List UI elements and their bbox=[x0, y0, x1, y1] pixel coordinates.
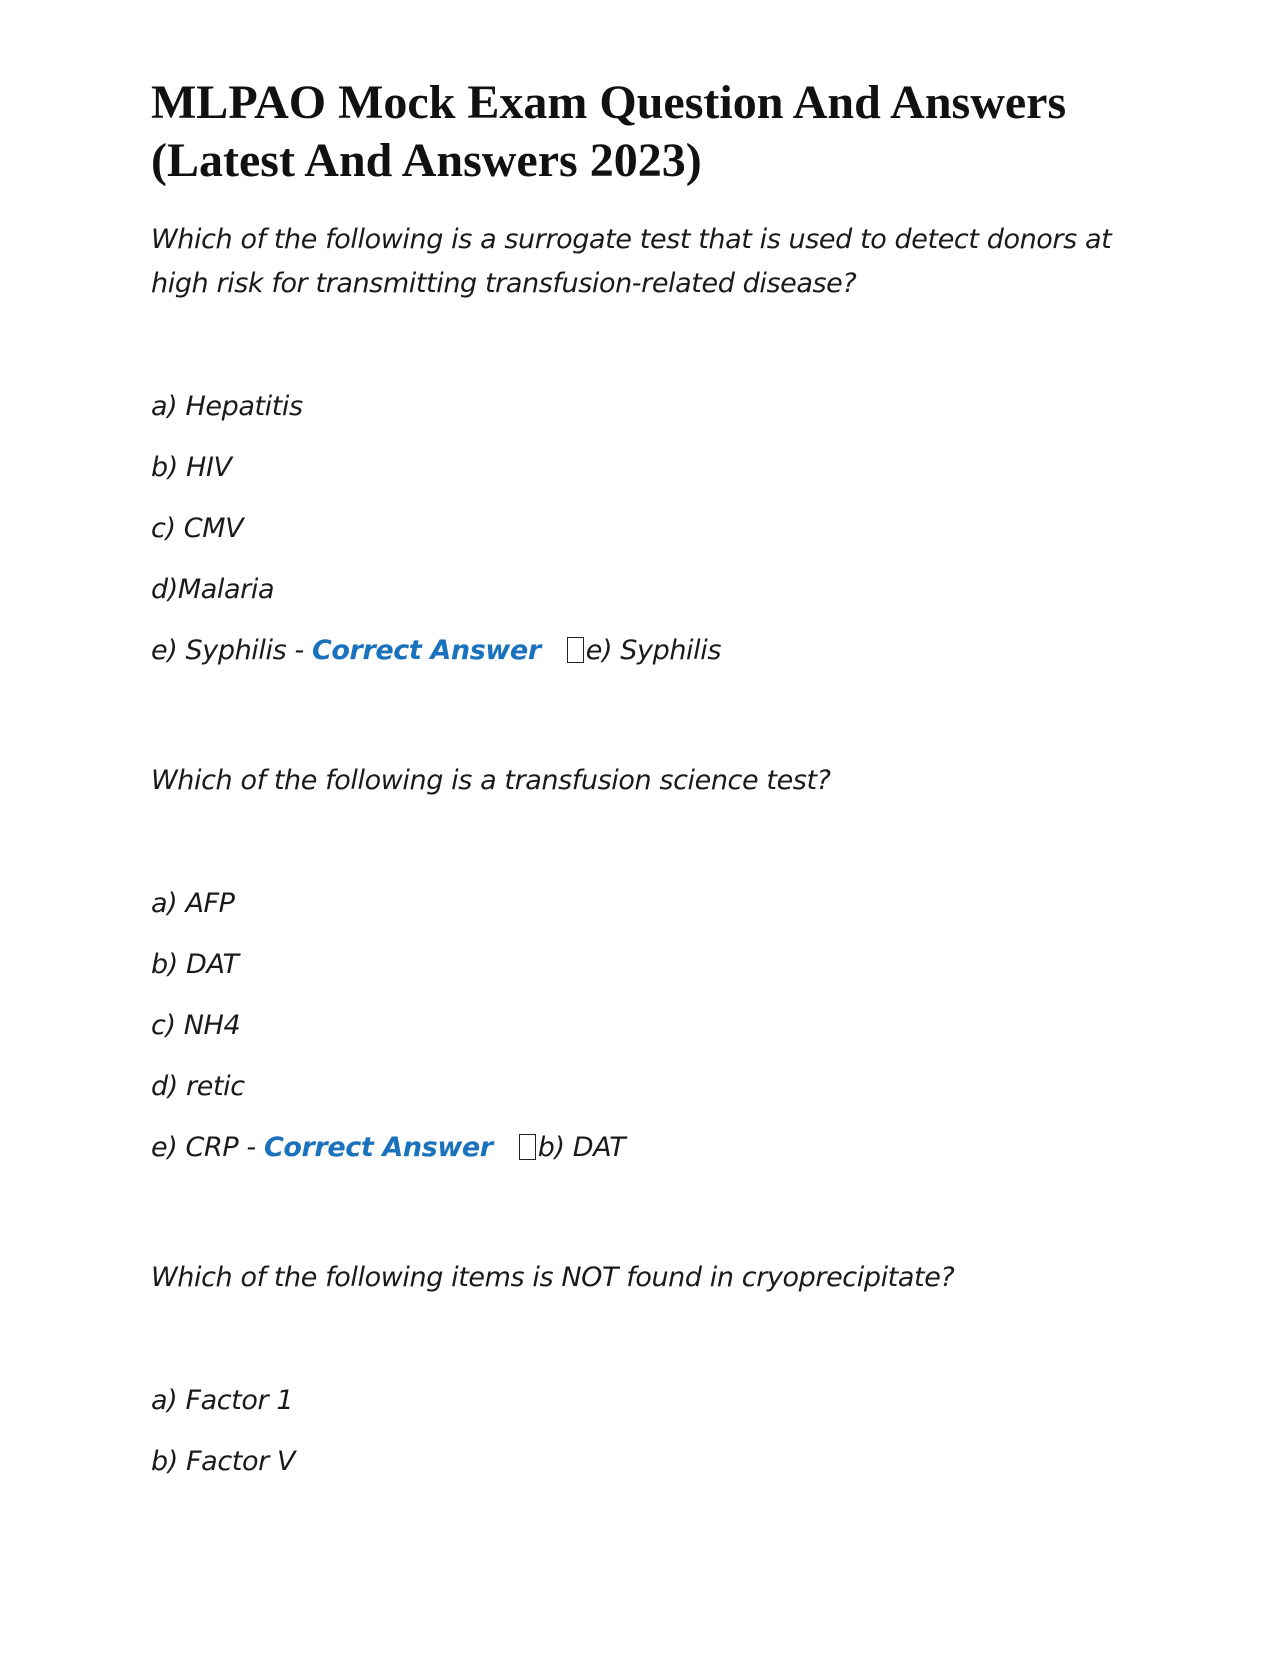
question-3 bbox=[151, 1256, 1141, 1492]
question-text: Which of the following is a transfusion science test? bbox=[151, 765, 831, 796]
option-c: c) NH4 bbox=[151, 1010, 241, 1041]
missing-glyph-box-icon bbox=[567, 637, 584, 663]
option-b: b) Factor V bbox=[151, 1446, 296, 1477]
option-list bbox=[151, 1370, 1141, 1492]
option-b: b) DAT bbox=[151, 949, 239, 980]
correct-answer-label: Correct Answer bbox=[311, 635, 541, 666]
option-d: d) retic bbox=[151, 1071, 245, 1102]
correct-answer-label: Correct Answer bbox=[263, 1132, 493, 1163]
option-a: a) Hepatitis bbox=[151, 391, 303, 422]
question-text: Which of the following is a surrogate test that is used to detect donors at high risk for transmitting transfusion-related disease? bbox=[151, 224, 1112, 299]
option-e: e) CRP - bbox=[151, 1132, 264, 1163]
option-e-with-answer bbox=[151, 1117, 1141, 1178]
option-a: a) Factor 1 bbox=[151, 1385, 294, 1416]
option-e-with-answer bbox=[151, 620, 1141, 681]
option-list bbox=[151, 873, 1141, 1178]
page-title: MLPAO Mock Exam Question And Answers (Latest And Answers 2023) bbox=[151, 76, 1067, 187]
missing-glyph-box-icon bbox=[519, 1134, 536, 1160]
answer-text: b) DAT bbox=[537, 1132, 626, 1163]
option-b: b) HIV bbox=[151, 452, 232, 483]
option-e: e) Syphilis - bbox=[151, 635, 312, 666]
option-list bbox=[151, 376, 1141, 681]
option-d: d)Malaria bbox=[151, 574, 275, 605]
spacer bbox=[151, 1178, 1141, 1256]
question-text: Which of the following items is NOT found in cryoprecipitate? bbox=[151, 1262, 955, 1293]
answer-text: e) Syphilis bbox=[585, 635, 722, 666]
spacer bbox=[151, 681, 1141, 759]
document-page bbox=[151, 74, 1141, 1492]
option-a: a) AFP bbox=[151, 888, 235, 919]
question-1 bbox=[151, 218, 1141, 681]
option-c: c) CMV bbox=[151, 513, 244, 544]
question-2 bbox=[151, 759, 1141, 1178]
